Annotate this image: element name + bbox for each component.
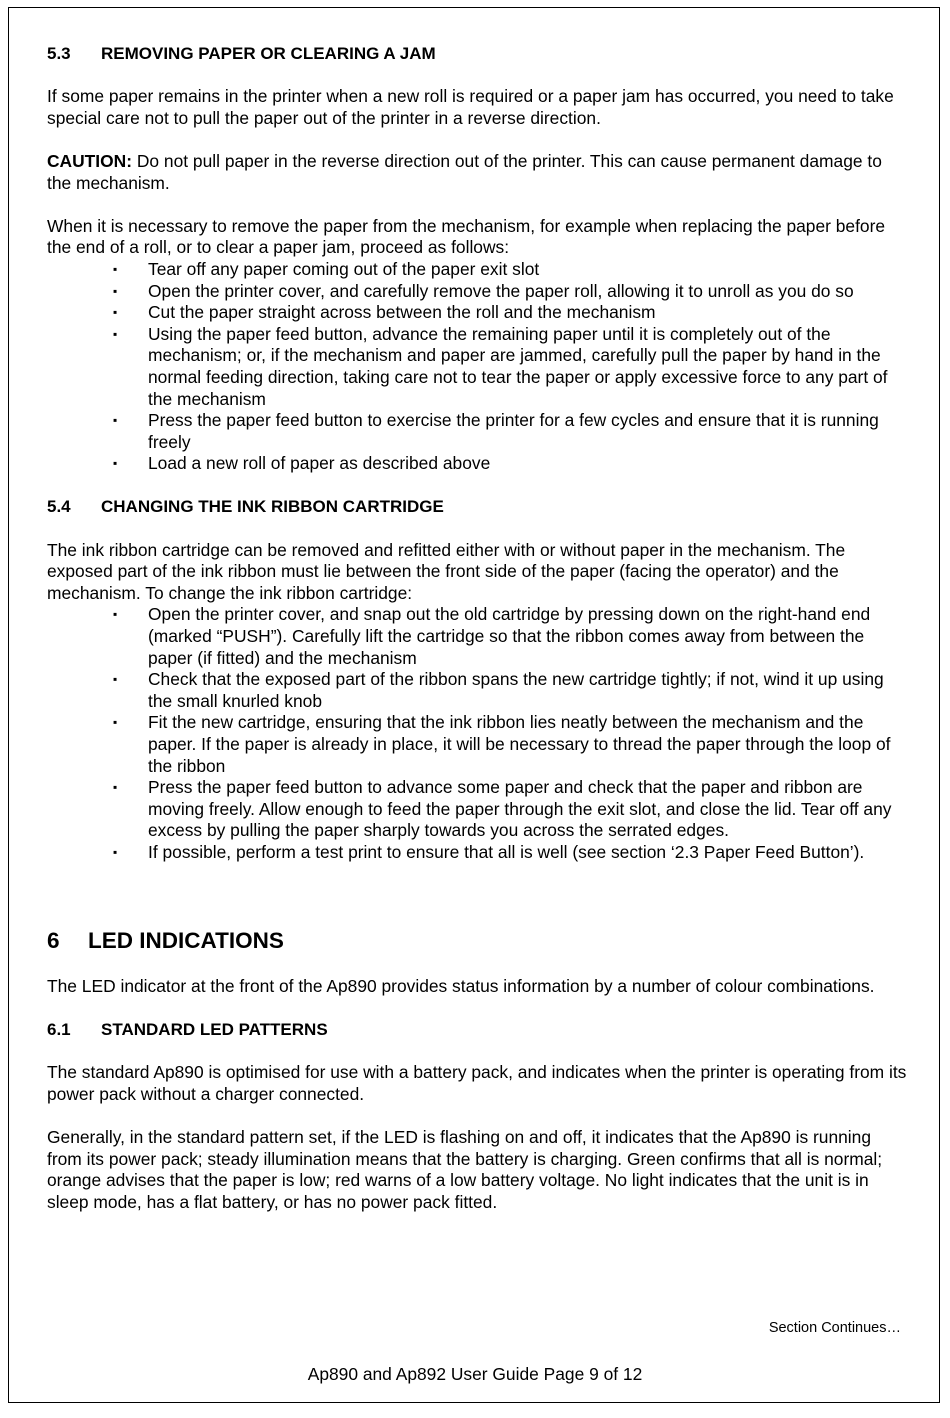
list-item <box>47 777 907 842</box>
caution-label: CAUTION: <box>47 150 133 171</box>
section-number: 5.4 <box>47 497 71 517</box>
bullet-icon: ▪ <box>113 780 118 795</box>
paragraph: If some paper remains in the printer when a new roll is required or a paper jam has occurred, you need to take special care not to pull the paper out of the printer in a reverse direction. <box>47 86 894 128</box>
list-item-text: Press the paper feed button to exercise the printer for a few cycles and ensure that it is running freely <box>148 410 879 452</box>
section-5-3-heading <box>47 43 907 65</box>
bullet-icon: ▪ <box>113 413 118 428</box>
list-item <box>47 410 907 453</box>
document-body <box>47 43 907 1213</box>
section-number: 5.3 <box>47 44 71 63</box>
section-title: LED INDICATIONS <box>88 928 284 954</box>
list-item <box>47 302 907 324</box>
list-item-text: Load a new roll of paper as described above <box>148 453 491 474</box>
bullet-icon: ▪ <box>113 261 118 276</box>
paragraph: The LED indicator at the front of the Ap890 provides status information by a number of colour combinations. <box>47 975 875 996</box>
section-6-heading <box>47 928 907 954</box>
section-number: 6.1 <box>47 1020 71 1040</box>
paragraph: Generally, in the standard pattern set, if the LED is flashing on and off, it indicates that the Ap890 is running from its power pack; steady illumination means that the battery is charging. Green confirms that all is normal; orange advises that the paper is low; red warns of a low battery voltage. No light indicates that the unit is in sleep mode, has a flat battery, or has no power pack fitted. <box>47 1127 883 1212</box>
list-item-text: Open the printer cover, and snap out the old cartridge by pressing down on the right-hand end (marked “PUSH”). Carefully lift the cartridge so that the ribbon comes away from between the paper (if fitted) and the mechanism <box>148 604 871 668</box>
list-item-text: Cut the paper straight across between the roll and the mechanism <box>148 302 656 323</box>
list-item <box>47 324 907 410</box>
list-item <box>47 281 907 303</box>
list-item-text: Using the paper feed button, advance the remaining paper until it is completely out of the mechanism; or, if the mechanism and paper are jammed, carefully pull the paper by hand in the normal feeding direction, taking care not to tear the paper or apply excessive force to any part of the mechanism <box>148 323 888 409</box>
page-footer: Ap890 and Ap892 User Guide Page 9 of 12 <box>307 1364 643 1384</box>
list-item <box>47 712 907 777</box>
section-title: REMOVING PAPER OR CLEARING A JAM <box>101 44 436 63</box>
bullet-icon: ▪ <box>113 326 118 341</box>
bullet-icon: ▪ <box>113 672 118 687</box>
list-item-text: Press the paper feed button to advance some paper and check that the paper and ribbon are moving freely. Allow enough to feed the paper through the exit slot, and close the lid. Tear off any excess by pulling the paper sharply towards you across the serrated edges. <box>148 777 892 841</box>
list-item-text: If possible, perform a test print to ensure that all is well (see section ‘2.3 Paper Feed Button’). <box>148 841 865 862</box>
list-item-text: Check that the exposed part of the ribbon spans the new cartridge tightly; if not, wind it up using the small knurled knob <box>148 669 884 711</box>
paragraph: The standard Ap890 is optimised for use with a battery pack, and indicates when the printer is operating from its power pack without a charger connected. <box>47 1062 907 1104</box>
bullet-list-5-4 <box>47 604 907 863</box>
bullet-icon: ▪ <box>113 844 118 859</box>
list-item <box>47 453 907 475</box>
list-item-text: Tear off any paper coming out of the paper exit slot <box>148 258 540 279</box>
bullet-icon: ▪ <box>113 283 118 298</box>
list-item-text: Open the printer cover, and carefully remove the paper roll, allowing it to unroll as you do so <box>148 280 854 301</box>
bullet-icon: ▪ <box>113 607 118 622</box>
section-title: STANDARD LED PATTERNS <box>101 1020 328 1040</box>
section-6-1-heading <box>47 1019 907 1041</box>
bullet-icon: ▪ <box>113 715 118 730</box>
list-item <box>47 259 907 281</box>
section-continues-note: Section Continues… <box>768 1320 901 1336</box>
paragraph: The ink ribbon cartridge can be removed and refitted either with or without paper in the mechanism. The exposed part of the ink ribbon must lie between the front side of the paper (facing the operator) and the mechanism. To change the ink ribbon cartridge: <box>47 539 846 603</box>
list-item-text: Fit the new cartridge, ensuring that the ink ribbon lies neatly between the mechanism and the paper. If the paper is already in place, it will be necessary to thread the paper through the loop of the ribbon <box>148 712 891 776</box>
section-5-4-heading <box>47 496 907 518</box>
bullet-icon: ▪ <box>113 456 118 471</box>
bullet-list-5-3 <box>47 259 907 475</box>
list-item <box>47 604 907 669</box>
paragraph: When it is necessary to remove the paper from the mechanism, for example when replacing the paper before the end of a roll, or to clear a paper jam, proceed as follows: <box>47 215 886 258</box>
list-item <box>47 669 907 712</box>
section-number: 6 <box>47 928 60 954</box>
bullet-icon: ▪ <box>113 305 118 320</box>
caution-text: Do not pull paper in the reverse direction out of the printer. This can cause permanent damage to the mechanism. <box>47 150 882 193</box>
section-title: CHANGING THE INK RIBBON CARTRIDGE <box>101 497 444 517</box>
list-item <box>47 842 907 864</box>
caution-paragraph <box>47 151 907 194</box>
